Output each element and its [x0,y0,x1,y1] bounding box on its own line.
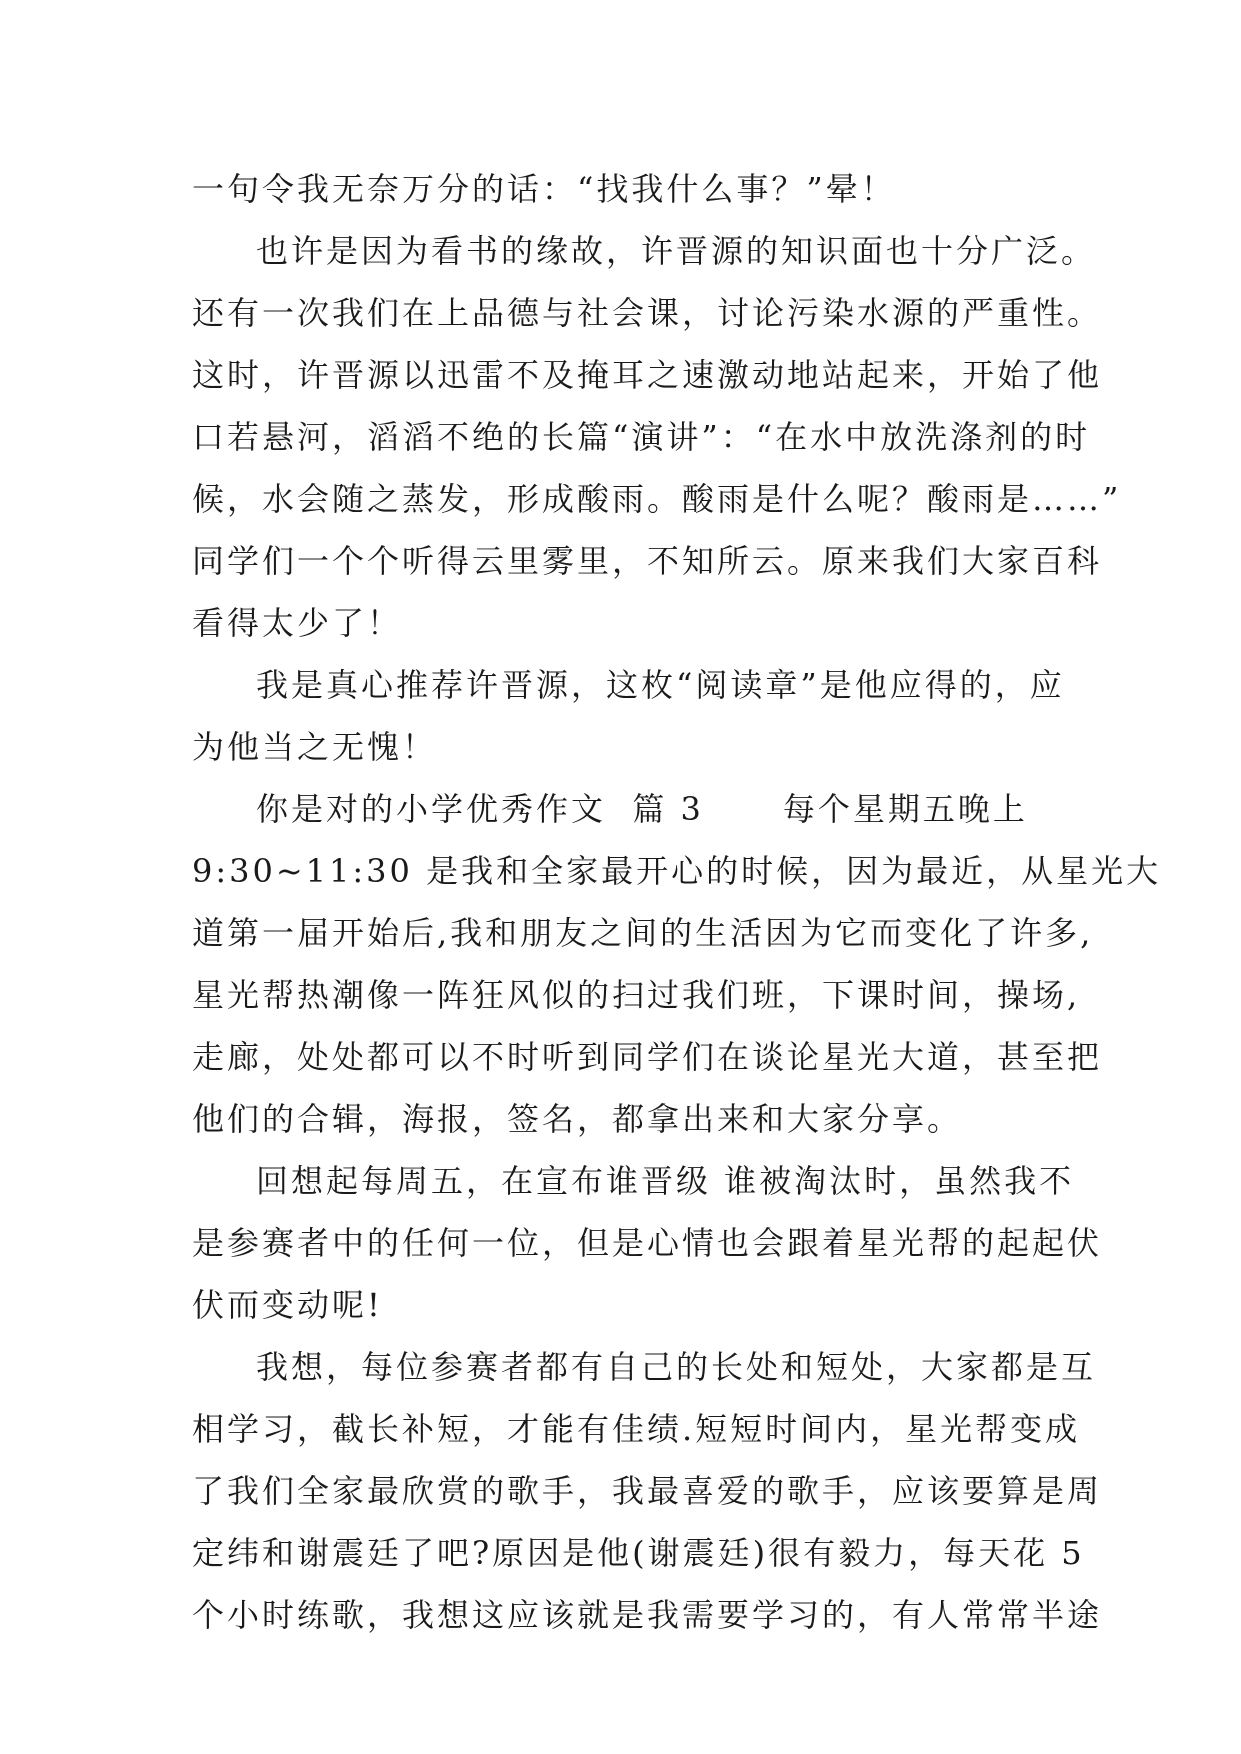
text-line: 我想，每位参赛者都有自己的长处和短处，大家都是互 [256,1348,1097,1386]
section-heading-line: 你是对的小学优秀作文 篇 3 每个星期五晚上 [256,790,1028,828]
text-line: 个小时练歌，我想这应该就是我需要学习的，有人常常半途 [192,1596,1103,1634]
text-line: 相学习，截长补短，才能有佳绩.短短时间内，星光帮变成 [192,1410,1081,1448]
text-line: 定纬和谢震廷了吧?原因是他(谢震廷)很有毅力，每天花 5 [192,1534,1085,1572]
text-line: 一句令我无奈万分的话：“找我什么事？”晕！ [192,170,896,208]
text-line: 9:30~11:30 是我和全家最开心的时候，因为最近，从星光大 [192,852,1162,890]
text-line: 候，水会随之蒸发，形成酸雨。酸雨是什么呢？酸雨是……” [192,480,1122,518]
text-line: 走廊，处处都可以不时听到同学们在谈论星光大道，甚至把 [192,1038,1103,1076]
text-line: 口若悬河，滔滔不绝的长篇“演讲”：“在水中放洗涤剂的时 [192,418,1091,456]
text-line: 这时，许晋源以迅雷不及掩耳之速激动地站起来，开始了他 [192,356,1103,394]
text-line: 看得太少了！ [192,604,403,642]
essay-body [192,158,1162,1646]
text-line: 道第一届开始后,我和朋友之间的生活因为它而变化了许多, [192,914,1094,952]
text-line: 星光帮热潮像一阵狂风似的扫过我们班，下课时间，操场, [192,976,1081,1014]
text-line: 同学们一个个听得云里雾里，不知所云。原来我们大家百科 [192,542,1103,580]
text-line: 是参赛者中的任何一位，但是心情也会跟着星光帮的起起伏 [192,1224,1103,1262]
text-line: 他们的合辑，海报，签名，都拿出来和大家分享。 [192,1100,963,1138]
text-line: 也许是因为看书的缘故，许晋源的知识面也十分广泛。 [256,232,1097,270]
text-line: 我是真心推荐许晋源，这枚“阅读章”是他应得的，应 [256,666,1065,704]
text-line: 了我们全家最欣赏的歌手，我最喜爱的歌手，应该要算是周 [192,1472,1103,1510]
text-line: 伏而变动呢! [192,1286,383,1324]
text-line: 回想起每周五，在宣布谁晋级 谁被淘汰时，虽然我不 [256,1162,1075,1200]
text-line: 还有一次我们在上品德与社会课，讨论污染水源的严重性。 [192,294,1103,332]
text-line: 为他当之无愧！ [192,728,438,766]
